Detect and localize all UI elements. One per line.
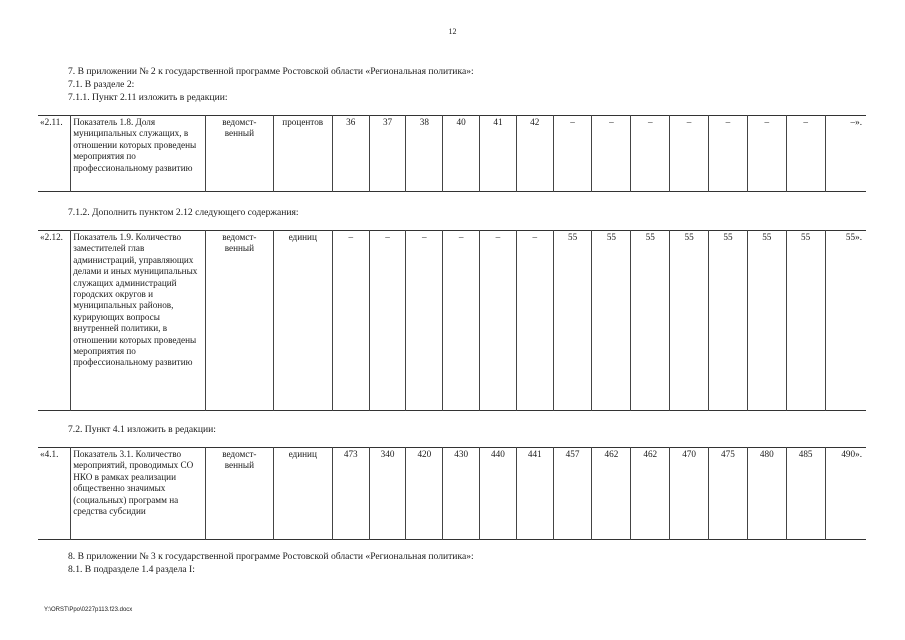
value-cell: –: [443, 231, 480, 411]
value-cell: 37: [369, 116, 406, 192]
indicator-type: ведомст-венный: [206, 448, 273, 540]
paragraph-8: 8. В приложении № 3 к государственной программе Ростовской области «Региональная политика»:: [68, 551, 474, 562]
row-number: «4.1.: [38, 448, 71, 540]
paragraph-7-2: 7.2. Пункт 4.1 изложить в редакции:: [68, 424, 216, 435]
file-path-footer: Y:\ORST\Ppo\0227p113.f23.docx: [44, 607, 133, 613]
value-cell: 473: [332, 448, 369, 540]
value-cell: 55: [553, 231, 592, 411]
indicator-name: Показатель 3.1. Количество мероприятий, проводимых СО НКО в рамках реализации общественно значимых (социальных) программ на средства субсидии: [71, 448, 206, 540]
value-cell: 470: [670, 448, 709, 540]
indicator-table-2-11: [38, 115, 866, 192]
value-cell: 55: [747, 231, 786, 411]
indicator-table-2-12: [38, 230, 866, 411]
value-cell-last: –».: [825, 116, 866, 192]
page-number: 12: [448, 27, 457, 36]
value-cell: –: [631, 116, 670, 192]
row-number: «2.11.: [38, 116, 71, 192]
value-cell: 440: [480, 448, 517, 540]
table-row: [38, 448, 866, 540]
paragraph-8-1: 8.1. В подразделе 1.4 раздела I:: [68, 564, 195, 575]
value-cell: –: [747, 116, 786, 192]
value-cell: 36: [332, 116, 369, 192]
value-cell: –: [516, 231, 553, 411]
value-cell: 55: [786, 231, 825, 411]
value-cell: –: [369, 231, 406, 411]
value-cell: –: [480, 231, 517, 411]
value-cell: –: [592, 116, 631, 192]
value-cell: 420: [406, 448, 443, 540]
value-cell: 42: [516, 116, 553, 192]
paragraph-7-1-2: 7.1.2. Дополнить пунктом 2.12 следующего содержания:: [68, 207, 299, 218]
indicator-name: Показатель 1.9. Количество заместителей глав администраций, управляющих делами и иных муниципальных служащих администраций городских округов и муниципальных районов, курирующих вопросы внутренней политики, в отношении которых проведены мероприятия по профессиональному развитию: [71, 231, 206, 411]
indicator-table-4-1: [38, 447, 866, 540]
value-cell: 430: [443, 448, 480, 540]
value-cell: –: [670, 116, 709, 192]
value-cell: 475: [709, 448, 748, 540]
value-cell: –: [332, 231, 369, 411]
value-cell: 55: [670, 231, 709, 411]
value-cell: 41: [480, 116, 517, 192]
value-cell: 480: [747, 448, 786, 540]
value-cell: 55: [709, 231, 748, 411]
paragraph-7-1: 7.1. В разделе 2:: [68, 79, 135, 90]
row-number: «2.12.: [38, 231, 71, 411]
value-cell: 340: [369, 448, 406, 540]
value-cell: 38: [406, 116, 443, 192]
unit: единиц: [273, 231, 332, 411]
table-row: [38, 231, 866, 411]
value-cell: 55: [631, 231, 670, 411]
value-cell: 457: [553, 448, 592, 540]
indicator-type: ведомст-венный: [206, 231, 273, 411]
value-cell: 462: [631, 448, 670, 540]
table-row: [38, 116, 866, 192]
value-cell: –: [553, 116, 592, 192]
unit: единиц: [273, 448, 332, 540]
paragraph-7: 7. В приложении № 2 к государственной программе Ростовской области «Региональная политика»:: [68, 66, 474, 77]
value-cell: 40: [443, 116, 480, 192]
value-cell: 462: [592, 448, 631, 540]
value-cell: –: [406, 231, 443, 411]
value-cell: –: [709, 116, 748, 192]
paragraph-7-1-1: 7.1.1. Пункт 2.11 изложить в редакции:: [68, 92, 228, 103]
indicator-name: Показатель 1.8. Доля муниципальных служащих, в отношении которых проведены мероприятия по профессиональному развитию: [71, 116, 206, 192]
value-cell-last: 55».: [825, 231, 866, 411]
value-cell: 55: [592, 231, 631, 411]
value-cell-last: 490».: [825, 448, 866, 540]
value-cell: –: [786, 116, 825, 192]
value-cell: 441: [516, 448, 553, 540]
indicator-type: ведомст-венный: [206, 116, 273, 192]
unit: процентов: [273, 116, 332, 192]
value-cell: 485: [786, 448, 825, 540]
